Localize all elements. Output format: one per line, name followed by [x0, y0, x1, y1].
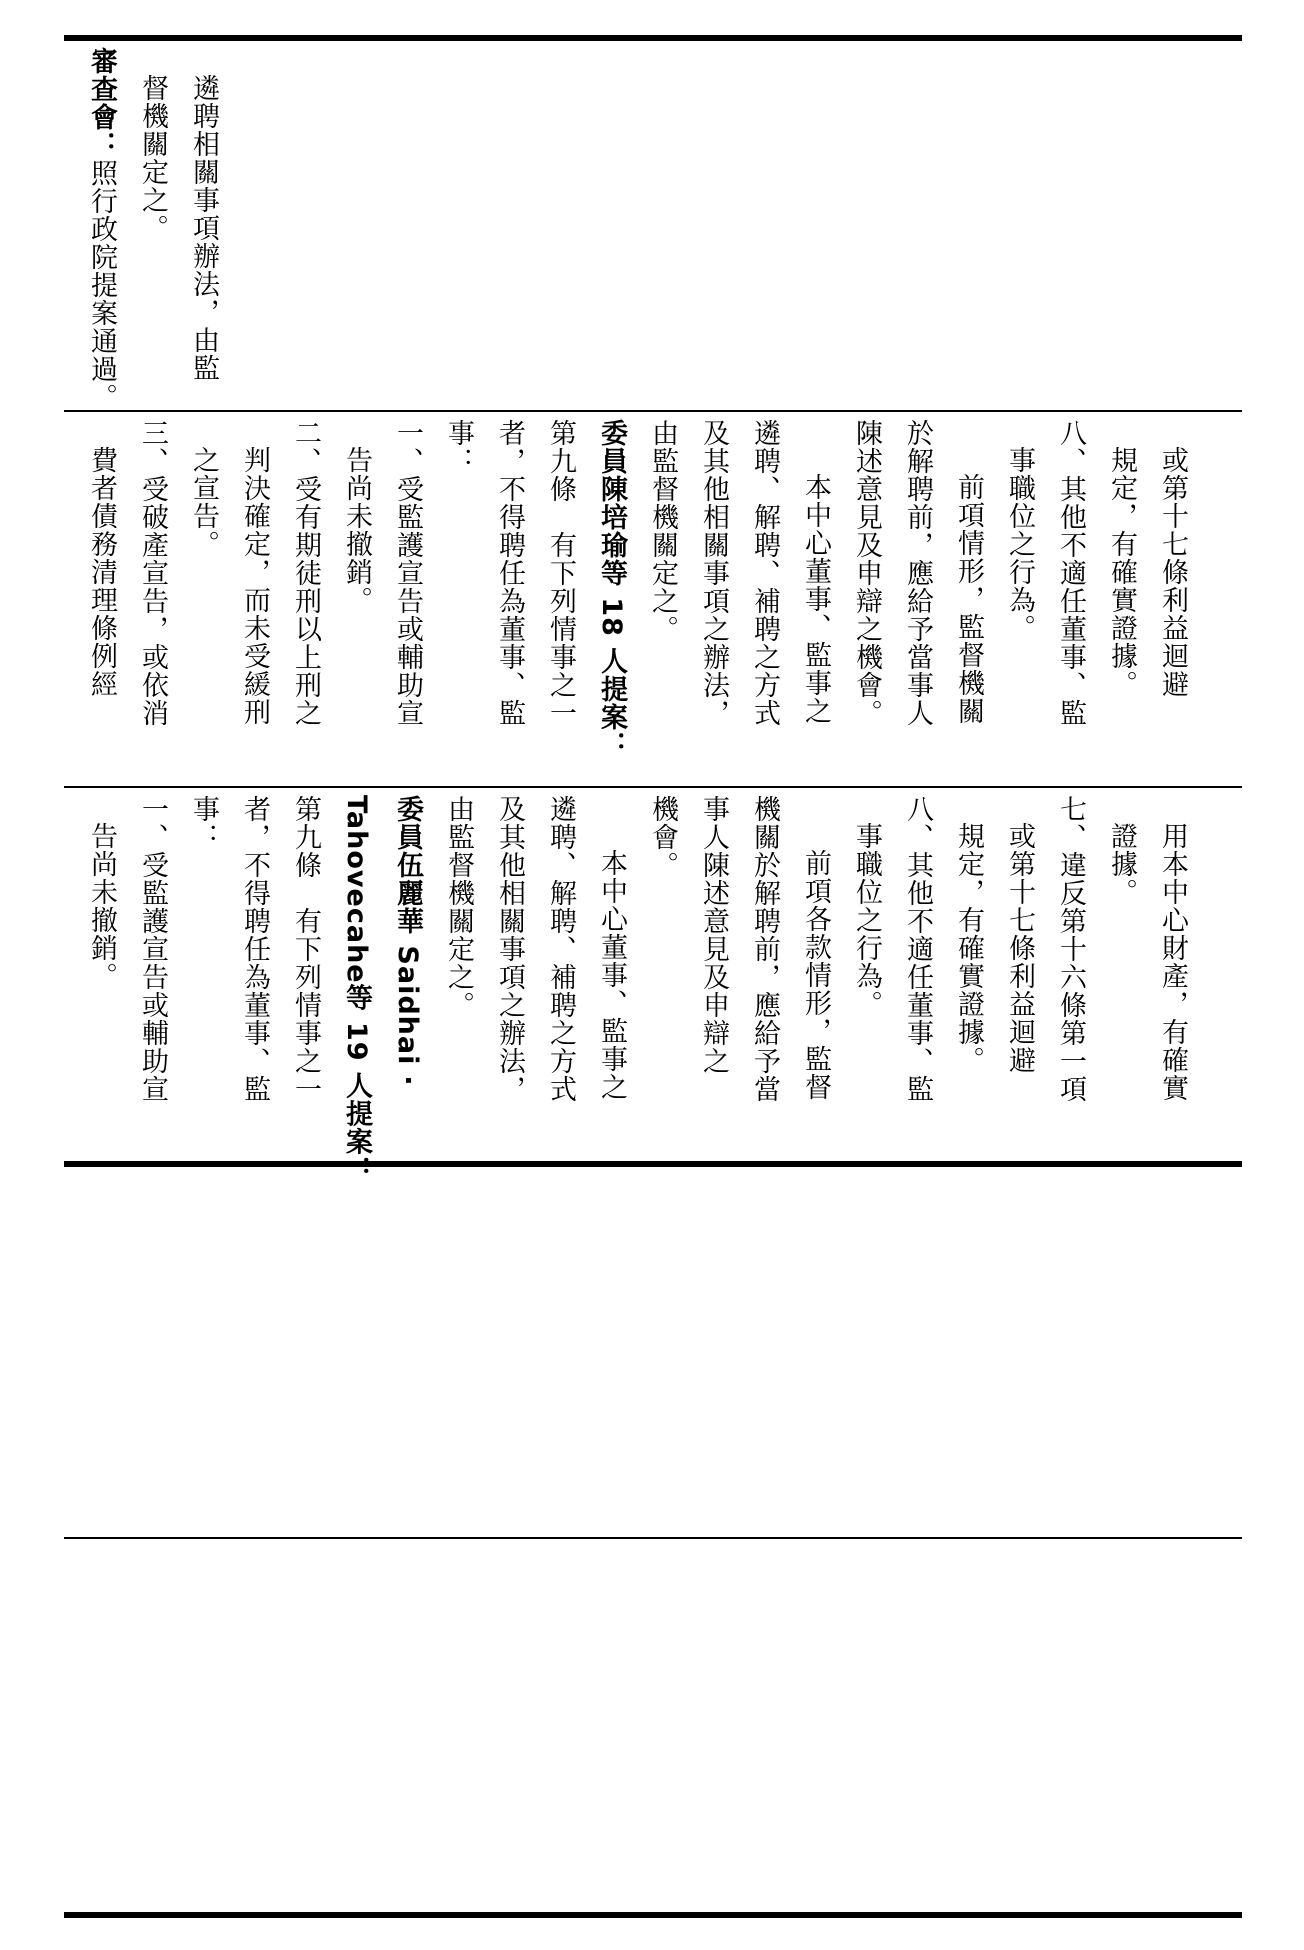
line-text: 遴聘、解聘、補聘之方式	[545, 795, 576, 1103]
text-line	[331, 795, 382, 1184]
line-text: 事：	[443, 419, 474, 475]
row-1-text	[76, 47, 229, 411]
text-line	[127, 795, 178, 1157]
line-text: 照行政院提案通過。	[86, 159, 117, 411]
bold-label: Tahovecahe等 19 人提案：	[341, 795, 372, 1184]
text-line	[76, 795, 127, 1157]
text-line	[1147, 419, 1198, 781]
line-text: 八、其他不適任董事、監	[902, 795, 933, 1103]
text-line	[1096, 419, 1147, 781]
text-line	[841, 795, 892, 1157]
text-line	[739, 795, 790, 1157]
text-line	[994, 419, 1045, 781]
text-line	[1096, 795, 1147, 1157]
text-line	[484, 795, 535, 1157]
text-line	[688, 795, 739, 1157]
text-line	[331, 419, 382, 781]
line-text: 遴聘、解聘、補聘之方式	[749, 419, 780, 727]
text-line	[1045, 795, 1096, 1157]
text-line	[76, 47, 127, 411]
text-line	[637, 419, 688, 781]
line-text: 費者債務清理條例經	[86, 446, 117, 698]
text-line	[892, 795, 943, 1157]
line-text: 規定，有確實證據。	[953, 822, 984, 1074]
line-text: 本中心董事、監事之	[800, 473, 831, 725]
bold-label: 委員伍麗華 Saidhai ‧	[392, 795, 423, 1087]
line-text: 或第十七條利益迴避	[1004, 822, 1035, 1074]
line-text: 由監督機關定之。	[647, 419, 678, 643]
line-text: 者，不得聘任為董事、監	[239, 795, 270, 1103]
text-line	[892, 419, 943, 781]
text-line	[280, 795, 331, 1157]
line-text: 及其他相關事項之辦法，	[698, 419, 729, 727]
text-line	[382, 419, 433, 781]
text-line	[127, 47, 178, 405]
text-line	[1045, 419, 1096, 781]
text-line	[127, 419, 178, 781]
line-text: 第九條 有下列情事之一	[290, 795, 321, 1103]
text-line	[790, 419, 841, 781]
line-text: 事人陳述意見及申辯之	[698, 795, 729, 1075]
line-text: 事職位之行為。	[1004, 446, 1035, 642]
text-line	[433, 419, 484, 781]
row-3-text	[76, 795, 1198, 1184]
text-line	[688, 419, 739, 781]
line-text: 由監督機關定之。	[443, 795, 474, 1019]
text-line	[535, 795, 586, 1157]
table-row-1	[64, 41, 1242, 411]
line-text: 三、受破產宣告，或依消	[137, 419, 168, 727]
line-text: 或第十七條利益迴避	[1157, 446, 1188, 698]
line-text: 機會。	[647, 795, 678, 879]
table-bottom-border	[64, 1912, 1242, 1918]
line-text: 用本中心財產，有確實	[1157, 822, 1188, 1102]
line-text: 於解聘前，應給予當事人	[902, 419, 933, 727]
line-text: 事職位之行為。	[851, 822, 882, 1018]
line-text: 督機關定之。	[137, 74, 168, 242]
table-row-5-empty	[64, 1539, 1242, 1912]
line-text: 本中心董事、監事之	[596, 849, 627, 1101]
line-text: 一、受監護宣告或輔助宣	[137, 795, 168, 1103]
text-line	[76, 419, 127, 781]
text-line	[178, 795, 229, 1157]
line-text: 七、違反第十六條第一項	[1055, 795, 1086, 1103]
text-line	[229, 795, 280, 1157]
line-text: 規定，有確實證據。	[1106, 446, 1137, 698]
bold-label: 審查會：	[86, 47, 117, 159]
line-text: 判決確定，而未受緩刑	[239, 446, 270, 726]
text-line	[535, 419, 586, 781]
text-line	[586, 795, 637, 1157]
line-text: 第九條 有下列情事之一	[545, 419, 576, 727]
text-line	[178, 47, 229, 405]
line-text: 陳述意見及申辯之機會。	[851, 419, 882, 727]
text-line	[637, 795, 688, 1157]
bold-label: 委員陳培瑜等 18 人提案：	[596, 419, 627, 760]
line-text: 機關於解聘前，應給予當	[749, 795, 780, 1103]
text-line	[280, 419, 331, 781]
text-line	[382, 795, 433, 1157]
text-line	[1147, 795, 1198, 1157]
text-line	[943, 795, 994, 1157]
text-line	[586, 419, 637, 781]
line-text: 證據。	[1106, 822, 1137, 906]
text-line	[433, 795, 484, 1157]
line-text: 之宣告。	[188, 446, 219, 558]
line-text: 告尚未撤銷。	[341, 446, 372, 614]
table-row-2	[64, 413, 1242, 787]
line-text: 告尚未撤銷。	[86, 822, 117, 990]
text-line	[841, 419, 892, 781]
table-row-3	[64, 789, 1242, 1184]
line-text: 前項情形，監督機關	[953, 473, 984, 725]
text-line	[994, 795, 1045, 1157]
line-text: 二、受有期徒刑以上刑之	[290, 419, 321, 727]
line-text: 遴聘相關事項辦法，由監	[188, 74, 219, 382]
line-text: 者，不得聘任為董事、監	[494, 419, 525, 727]
text-line	[943, 419, 994, 781]
line-text: 一、受監護宣告或輔助宣	[392, 419, 423, 727]
text-line	[739, 419, 790, 781]
line-text: 八、其他不適任董事、監	[1055, 419, 1086, 727]
line-text: 前項各款情形，監督	[800, 849, 831, 1101]
text-line	[484, 419, 535, 781]
text-line	[229, 419, 280, 781]
row-2-text	[76, 419, 1198, 781]
line-text: 事：	[188, 795, 219, 851]
table-row-4-empty	[64, 1165, 1242, 1537]
text-line	[790, 795, 841, 1157]
line-text: 及其他相關事項之辦法，	[494, 795, 525, 1103]
text-line	[178, 419, 229, 781]
